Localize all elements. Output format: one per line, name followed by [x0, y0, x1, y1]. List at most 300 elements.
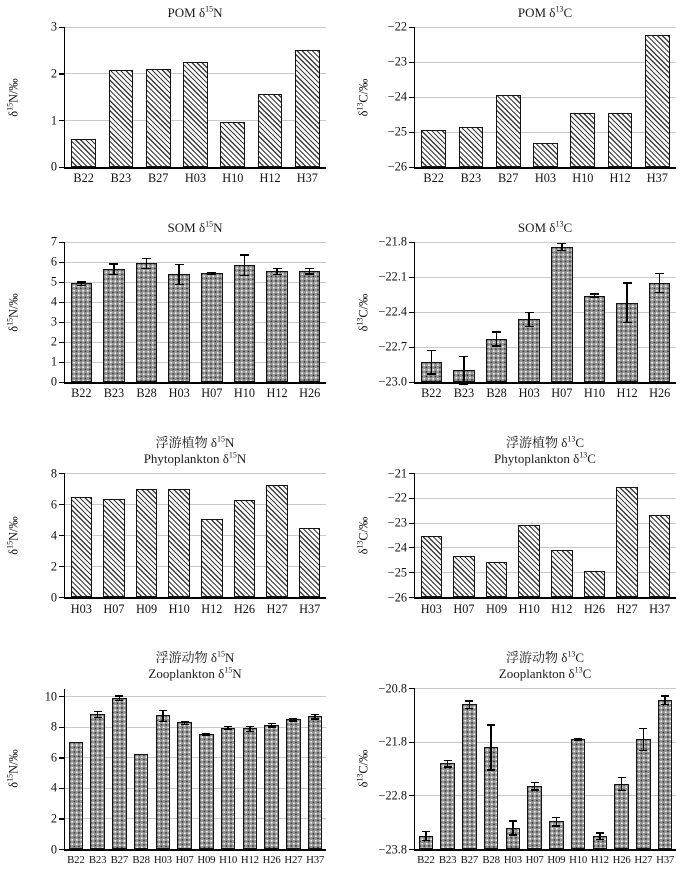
bar [584, 296, 606, 382]
bar [183, 62, 208, 167]
x-category-label: H10 [569, 853, 588, 866]
bar [71, 283, 93, 382]
bar [496, 95, 521, 167]
bar [486, 562, 508, 597]
error-bar-cap [557, 250, 566, 251]
x-category-label: B23 [453, 386, 475, 401]
y-tick-label: 4 [50, 528, 57, 542]
bar [90, 714, 104, 849]
error-bar-cap [142, 258, 151, 259]
x-category-label: H12 [609, 171, 631, 186]
plot-area [5, 234, 326, 401]
bar [636, 739, 650, 849]
bar [221, 728, 235, 849]
bar [266, 271, 288, 382]
x-category-label: H03 [184, 171, 207, 186]
chart-pom-d13c [350, 0, 700, 215]
bar [299, 528, 321, 597]
x-category-label: B27 [110, 853, 129, 866]
error-bar-cap [623, 282, 632, 283]
error-bar-cap [525, 312, 534, 313]
chart-phytoplankton-d13c [350, 430, 700, 645]
y-tick-label: 6 [50, 254, 57, 269]
error-bar-cap [590, 293, 599, 294]
error-bar-cap [509, 820, 517, 821]
chart-title: 浮游植物 $\delta^{13}C$ [505, 434, 585, 450]
y-axis-tick [59, 262, 65, 263]
x-category-label: H12 [590, 853, 609, 866]
error-bar [621, 778, 622, 791]
x-category-label: H09 [547, 853, 566, 866]
error-bar-cap [427, 350, 436, 351]
y-axis-tick [409, 597, 415, 598]
x-category-label: H12 [266, 386, 288, 401]
y-tick-label: 4 [50, 780, 57, 795]
y-tick-label: 7 [50, 234, 57, 249]
y-axis-tick [409, 27, 415, 28]
bar [109, 70, 134, 167]
y-tick-label: −23.0 [378, 374, 407, 389]
y-tick-label: 8 [50, 466, 57, 480]
y-tick-label: 0 [50, 842, 57, 856]
y-tick-label: −23 [387, 515, 407, 530]
bar [440, 763, 454, 849]
y-axis-tick [409, 132, 415, 133]
error-bar-cap [639, 750, 647, 751]
y-tick-label: −23 [387, 54, 407, 69]
error-bar-cap [305, 273, 314, 274]
x-category-label: H26 [583, 601, 606, 616]
error-bar-cap [246, 726, 254, 727]
error-bar-cap [115, 695, 123, 696]
gridline [65, 473, 326, 474]
y-axis-title-text: $\delta^{13}C/‰$ [355, 516, 371, 555]
error-bar-cap [181, 724, 189, 725]
x-category-label: H07 [551, 386, 573, 401]
x-category-label: H10 [219, 853, 238, 866]
plot-area [355, 19, 676, 186]
x-category-label: H03 [168, 386, 190, 401]
chart-zooplankton-d15n [0, 645, 350, 875]
bar [201, 273, 223, 382]
chart-title: Zooplankton $\delta^{13}C$ [498, 665, 592, 682]
y-axis-title-text: $\delta^{15}N/‰$ [5, 749, 21, 788]
chart-som-d15n [0, 215, 350, 430]
bar [453, 556, 475, 597]
bar [649, 515, 671, 597]
error-bar-cap [422, 831, 430, 832]
y-axis-tick [59, 342, 65, 343]
bar [570, 113, 595, 167]
y-tick-label: −22 [387, 19, 407, 34]
bar [551, 550, 573, 597]
bar [518, 319, 540, 382]
bar [266, 485, 288, 597]
y-axis-title-text: $\delta^{13}C/‰$ [355, 749, 371, 788]
bar [168, 274, 190, 382]
x-category-label: H03 [420, 601, 442, 616]
error-bar [626, 283, 627, 323]
error-bar-cap [531, 782, 539, 783]
x-category-label: H07 [525, 853, 544, 866]
error-bar [512, 821, 513, 835]
plot-area [355, 466, 676, 616]
x-category-label: H37 [656, 853, 675, 866]
chart-phytoplankton-d15n [0, 430, 350, 645]
y-tick-label: 4 [50, 294, 57, 309]
chart-title-block [414, 650, 676, 683]
y-axis-tick [59, 120, 65, 121]
y-axis-tick [409, 167, 415, 168]
y-tick-label: 1 [50, 113, 57, 128]
x-category-label: H12 [201, 601, 223, 616]
bar [103, 269, 125, 382]
y-tick-label: −20.8 [378, 681, 407, 695]
y-tick-label: 8 [50, 719, 57, 734]
x-category-label: H10 [233, 386, 256, 401]
y-axis-tick [409, 498, 415, 499]
x-category-label: B28 [132, 853, 150, 866]
error-bar-cap [175, 264, 184, 265]
x-category-label: H26 [233, 601, 256, 616]
bar [69, 742, 83, 849]
chart-som-d13c [350, 215, 700, 430]
y-tick-label: −21.8 [378, 734, 407, 749]
bar [462, 704, 476, 849]
bar [584, 571, 606, 597]
y-tick-label: 3 [50, 19, 57, 34]
y-axis-title [7, 474, 21, 598]
x-category-label: H07 [103, 601, 125, 616]
bar [112, 698, 126, 849]
y-axis-tick [59, 818, 65, 819]
gridline [65, 27, 326, 28]
y-tick-label: 2 [50, 811, 57, 826]
x-category-label: B27 [147, 171, 169, 186]
error-bar-cap [268, 723, 276, 724]
error-bar-cap [142, 268, 151, 269]
bar [308, 716, 322, 849]
x-category-label: H27 [284, 853, 303, 866]
error-bar-cap [268, 726, 276, 727]
error-bar-cap [175, 284, 184, 285]
error-bar-cap [159, 721, 167, 722]
gridline [415, 132, 676, 133]
error-bar-cap [525, 326, 534, 327]
chart-title: POM $\delta^{13}C$ [517, 4, 573, 20]
y-axis-tick [409, 849, 415, 850]
y-axis-tick [59, 849, 65, 850]
bar [146, 69, 171, 167]
y-axis-title [357, 689, 371, 850]
bar [134, 754, 148, 849]
y-tick-label: −24 [387, 540, 407, 555]
y-tick-label: 2 [50, 334, 57, 349]
error-bar-cap [224, 726, 232, 727]
bar [608, 113, 633, 167]
y-axis-tick [409, 382, 415, 383]
bar [527, 786, 541, 849]
gridline [415, 688, 676, 689]
error-bar-cap [552, 817, 560, 818]
y-tick-label: 10 [44, 689, 57, 704]
bar [614, 784, 628, 849]
x-category-label: H37 [646, 171, 668, 186]
y-axis-tick [409, 312, 415, 313]
error-bar-cap [487, 724, 495, 725]
y-axis-title [7, 689, 21, 850]
y-axis-tick [59, 597, 65, 598]
chart-title: Phytoplankton $\delta^{15}N$ [143, 450, 247, 467]
y-tick-label: −22 [387, 490, 407, 505]
error-bar-cap [109, 263, 118, 264]
chart-title: Phytoplankton $\delta^{13}C$ [494, 450, 596, 467]
y-axis-tick [409, 277, 415, 278]
error-bar-cap [240, 254, 249, 255]
bar [421, 130, 446, 167]
y-axis-tick [59, 242, 65, 243]
error-bar-cap [509, 834, 517, 835]
error-bar [659, 274, 660, 293]
x-category-label: H37 [299, 601, 321, 616]
bar [201, 519, 223, 597]
error-bar-cap [273, 274, 282, 275]
x-category-label: H27 [634, 853, 653, 866]
x-category-label: B22 [423, 171, 444, 186]
x-category-label: B22 [73, 171, 94, 186]
error-bar-cap [202, 734, 210, 735]
error-bar-cap [224, 729, 232, 730]
y-tick-label: 6 [50, 750, 57, 765]
y-axis-tick [409, 688, 415, 689]
gridline [415, 62, 676, 63]
bar [551, 247, 573, 382]
bar [220, 122, 245, 167]
error-bar-cap [459, 384, 468, 385]
y-tick-label: −22.7 [378, 339, 407, 354]
error-bar-cap [557, 243, 566, 244]
bar [136, 489, 158, 598]
y-axis-tick [409, 347, 415, 348]
chart-title-block [414, 435, 676, 468]
error-bar-cap [596, 839, 604, 840]
error-bar-cap [639, 728, 647, 729]
y-axis-tick [59, 73, 65, 74]
x-category-label: H10 [518, 601, 540, 616]
y-axis-title [357, 242, 371, 382]
bar [168, 489, 190, 597]
bar [421, 536, 443, 597]
gridline [415, 27, 676, 28]
bar [264, 725, 278, 849]
x-category-label: H12 [616, 386, 638, 401]
error-bar [528, 312, 529, 326]
y-tick-label: −23.8 [378, 842, 407, 856]
y-axis-title-text: $\delta^{15}N/‰$ [5, 292, 21, 332]
error-bar-cap [487, 769, 495, 770]
bar [103, 499, 125, 597]
error-bar-cap [444, 760, 452, 761]
x-category-label: H03 [534, 171, 557, 186]
y-axis-tick [59, 282, 65, 283]
error-bar-cap [289, 720, 297, 721]
error-bar-cap [240, 275, 249, 276]
y-axis-tick [59, 167, 65, 168]
bar [533, 143, 558, 167]
x-category-label: B23 [460, 171, 482, 186]
y-axis-title-text: $\delta^{15}N/‰$ [5, 516, 21, 555]
y-axis-tick [409, 795, 415, 796]
error-bar-cap [115, 700, 123, 701]
chart-title: Zooplankton $\delta^{15}N$ [148, 665, 242, 682]
chart-title: SOM $\delta^{15}N$ [167, 219, 223, 235]
bar [234, 265, 256, 382]
bar [136, 263, 158, 382]
y-axis-tick [59, 27, 65, 28]
x-category-label: B22 [421, 386, 442, 401]
y-tick-label: −22.4 [378, 304, 407, 319]
chart-title: SOM $\delta^{13}C$ [517, 219, 573, 235]
error-bar-cap [109, 274, 118, 275]
y-tick-label: 6 [50, 497, 57, 511]
y-tick-label: 0 [50, 374, 57, 389]
gridline [65, 696, 326, 697]
error-bar-cap [661, 704, 669, 705]
error-bar-cap [444, 766, 452, 767]
x-category-label: H10 [583, 386, 606, 401]
gridline [415, 277, 676, 278]
x-category-label: B23 [103, 386, 125, 401]
x-category-label: B22 [417, 853, 435, 866]
error-bar-cap [207, 274, 216, 275]
gridline [415, 473, 676, 474]
x-category-label: H07 [453, 601, 475, 616]
error-bar-cap [590, 297, 599, 298]
error-bar-cap [623, 322, 632, 323]
bar [571, 739, 585, 849]
y-tick-label: 1 [50, 354, 57, 369]
x-category-label: H37 [306, 853, 325, 866]
x-category-label: H37 [296, 171, 318, 186]
y-axis-title [357, 27, 371, 167]
y-axis-title-text: $\delta^{15}N/‰$ [5, 77, 21, 117]
plot-area [5, 466, 326, 616]
chart-title-block [64, 435, 326, 468]
error-bar-cap [618, 777, 626, 778]
bar [518, 525, 540, 597]
y-axis-tick [59, 504, 65, 505]
y-axis-tick [59, 727, 65, 728]
y-axis-tick [59, 788, 65, 789]
x-category-label: H26 [612, 853, 631, 866]
y-axis-tick [59, 322, 65, 323]
plot-area [355, 234, 676, 401]
x-category-label: H03 [503, 853, 522, 866]
x-category-label: B28 [486, 386, 507, 401]
x-category-label: B23 [110, 171, 132, 186]
bar [156, 715, 170, 849]
bar [177, 722, 191, 849]
error-bar-cap [305, 268, 314, 269]
error-bar-cap [661, 695, 669, 696]
x-category-label: H10 [168, 601, 190, 616]
error-bar-cap [311, 714, 319, 715]
error-bar [244, 255, 245, 276]
bar [243, 728, 257, 849]
y-axis-tick [409, 473, 415, 474]
chart-title: 浮游动物 $\delta^{15}N$ [155, 649, 235, 665]
error-bar-cap [574, 740, 582, 741]
chart-title: 浮游动物 $\delta^{13}C$ [505, 649, 585, 665]
x-category-label: H07 [175, 853, 194, 866]
gridline [415, 242, 676, 243]
error-bar-cap [311, 718, 319, 719]
chart-zooplankton-d13c [350, 645, 700, 875]
plot-area [5, 689, 326, 866]
x-category-label: H09 [197, 853, 216, 866]
error-bar [431, 351, 432, 374]
y-axis-tick [59, 302, 65, 303]
error-bar-cap [427, 373, 436, 374]
x-category-label: H37 [649, 601, 671, 616]
chart-title: POM $\delta^{15}N$ [167, 4, 223, 20]
y-tick-label: −21.8 [378, 234, 407, 249]
y-tick-label: 5 [50, 274, 57, 289]
y-axis-tick [59, 696, 65, 697]
error-bar-cap [273, 268, 282, 269]
y-tick-label: −22.1 [378, 269, 407, 284]
y-axis-title [7, 27, 21, 167]
y-axis-tick [409, 547, 415, 548]
gridline [65, 262, 326, 263]
y-axis-title [357, 474, 371, 598]
x-category-label: B28 [482, 853, 500, 866]
error-bar-cap [94, 711, 102, 712]
error-bar [643, 729, 644, 750]
error-bar-cap [552, 825, 560, 826]
gridline [65, 242, 326, 243]
bar [71, 139, 96, 167]
bar [299, 271, 321, 382]
error-bar-cap [422, 840, 430, 841]
chart-title-block [64, 220, 326, 236]
chart-title-block [64, 5, 326, 21]
error-bar-cap [492, 331, 501, 332]
x-category-label: H12 [259, 171, 281, 186]
error-bar-cap [596, 832, 604, 833]
y-axis-tick [409, 742, 415, 743]
plot-area [355, 681, 676, 866]
y-tick-label: 0 [50, 590, 57, 604]
y-axis-title-text: $\delta^{13}C/‰$ [355, 78, 371, 116]
x-category-label: H03 [70, 601, 92, 616]
x-category-label: H07 [201, 386, 223, 401]
y-axis-tick [59, 566, 65, 567]
y-axis-tick [409, 242, 415, 243]
error-bar-cap [655, 292, 664, 293]
y-axis-tick [59, 535, 65, 536]
error-bar-cap [246, 731, 254, 732]
y-axis-tick [409, 62, 415, 63]
y-axis-tick [59, 362, 65, 363]
bar [258, 94, 283, 167]
chart-title-block [414, 220, 676, 236]
bar [199, 734, 213, 849]
chart-pom-d15n [0, 0, 350, 215]
y-axis-title [7, 242, 21, 382]
chart-title-block [414, 5, 676, 21]
x-category-label: B22 [71, 386, 92, 401]
